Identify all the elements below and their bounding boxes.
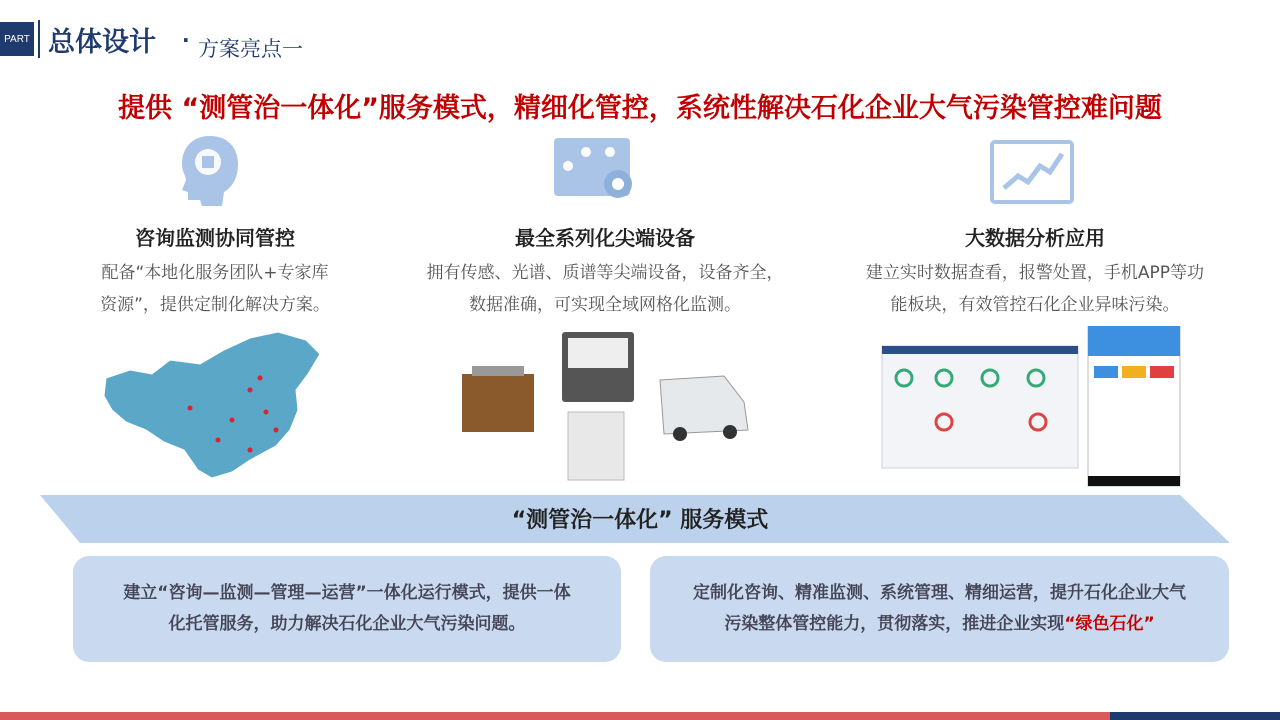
equipment-photos — [458, 330, 754, 494]
column-desc-line: 配备“本地化服务团队+专家库 — [101, 263, 329, 283]
header-divider — [38, 20, 40, 58]
card-text-line: 化托管服务，助力解决石化企业大气污染问题。 — [168, 614, 526, 634]
band-title: “测管治一体化” 服务模式 — [511, 508, 769, 533]
column-desc-line: 建立实时数据查看，报警处置，手机APP等功 — [865, 263, 1205, 283]
green-petrochem-highlight: “绿色石化” — [1064, 614, 1155, 634]
card-right — [650, 556, 1229, 662]
column-title: 最全系列化尖端设备 — [515, 226, 695, 250]
page-subtitle: 方案亮点一 — [198, 37, 303, 61]
card-text-line: 建立“咨询—监测—管理—运营”一体化运行模式，提供一体 — [123, 583, 571, 603]
column-desc-line: 拥有传感、光谱、质谱等尖端设备，设备齐全， — [426, 263, 784, 283]
column-title: 咨询监测协同管控 — [135, 226, 295, 250]
footer-bar — [0, 712, 1110, 720]
column-bigdata — [840, 222, 1230, 321]
column-title: 大数据分析应用 — [965, 226, 1105, 250]
china-map-image — [100, 330, 332, 486]
column-consulting — [70, 222, 360, 321]
column-desc-line: 资源”，提供定制化解决方案。 — [100, 295, 330, 315]
headline: 提供 “测管治一体化”服务模式，精细化管控，系统性解决石化企业大气污染管控难问题 — [118, 93, 1162, 124]
footer-bar-accent — [1110, 712, 1280, 720]
part-badge — [0, 22, 34, 56]
card-left — [73, 556, 621, 662]
title-separator: · — [182, 28, 190, 52]
head-puzzle-icon — [178, 132, 242, 212]
trend-chart-icon — [990, 140, 1076, 210]
card-text-line: 污染整体管控能力，贯彻落实，推进企业实现 — [724, 614, 1065, 634]
dashboard-screenshots — [880, 326, 1182, 492]
column-desc-line: 能板块，有效管控石化企业异味污染。 — [890, 295, 1180, 315]
part-label: PART — [4, 33, 30, 45]
card-text-line: 定制化咨询、精准监测、系统管理、精细运营，提升石化企业大气 — [693, 583, 1186, 603]
column-equipment — [400, 222, 810, 321]
page-title: 总体设计 — [48, 27, 156, 58]
column-desc-line: 数据准确，可实现全域网格化监测。 — [469, 295, 741, 315]
control-panel-gear-icon — [552, 136, 644, 210]
